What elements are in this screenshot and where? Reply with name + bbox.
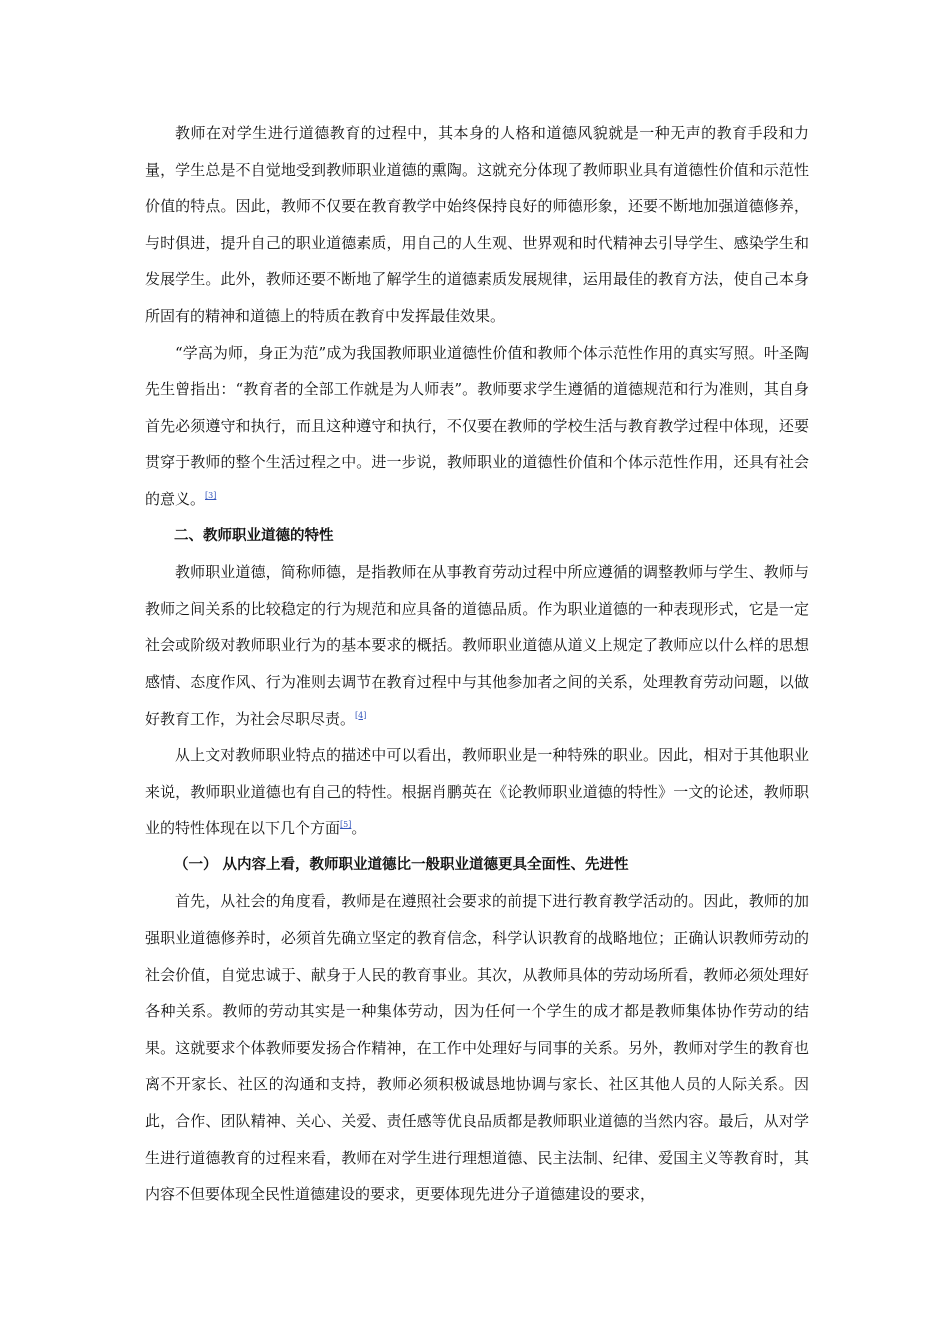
section-heading-2: 二、教师职业道德的特性: [174, 527, 334, 544]
paragraph-2: [145, 335, 809, 518]
paragraph-4-text: 从上文对教师职业特点的描述中可以看出，教师职业是一种特殊的职业。因此，相对于其他职业来说，教师职业道德也有自己的特性。根据肖鹏英在《论教师职业道德的特性》一文的论述，教师职业的特性体现在以下几个方面: [145, 746, 809, 838]
paragraph-3: [145, 554, 809, 737]
paragraph-4-end: 。: [351, 819, 367, 838]
citation-link-4[interactable]: [4]: [355, 710, 367, 720]
paragraph-5: 首先，从社会的角度看，教师是在遵照社会要求的前提下进行教育教学活动的。因此，教师的加强职业道德修养时，必须首先确立坚定的教育信念，科学认识教育的战略地位；正确认识教师劳动的社会价值，自觉忠诚于、献身于人民的教育事业。其次，从教师具体的劳动场所看，教师必须处理好各种关系。教师的劳动其实是一种集体劳动，因为任何一个学生的成才都是教师集体协作劳动的结果。这就要求个体教师要发扬合作精神，在工作中处理好与同事的关系。另外，教师对学生的教育也离不开家长、社区的沟通和支持，教师必须积极诚恳地协调与家长、社区其他人员的人际关系。因此，合作、团队精神、关心、关爱、责任感等优良品质都是教师职业道德的当然内容。最后，从对学生进行道德教育的过程来看，教师在对学生进行理想道德、民主法制、纪律、爱国主义等教育时，其内容不但要体现全民性道德建设的要求，更要体现先进分子道德建设的要求，: [145, 892, 809, 1204]
paragraph-2-text: “学高为师，身正为范”成为我国教师职业道德性价值和教师个体示范性作用的真实写照。叶圣陶先生曾指出：“教育者的全部工作就是为人师表”。教师要求学生遵循的道德规范和行为准则，其自身首先必须遵守和执行，而且这种遵守和执行，不仅要在教师的学校生活与教育教学过程中体现，还要贯穿于教师的整个生活过程之中。进一步说，教师职业的道德性价值和个体示范性作用，还具有社会的意义。: [145, 343, 809, 508]
subsection-heading-1: （一） 从内容上看，教师职业道德比一般职业道德更具全面性、先进性: [174, 856, 629, 873]
paragraph-3-text: 教师职业道德，简称师德，是指教师在从事教育劳动过程中所应遵循的调整教师与学生、教师与教师之间关系的比较稳定的行为规范和应具备的道德品质。作为职业道德的一种表现形式，它是一定社会或阶级对教师职业行为的基本要求的概括。教师职业道德从道义上规定了教师应以什么样的思想感情、态度作风、行为准则去调节在教育过程中与其他参加者之间的关系，处理教育劳动问题，以做好教育工作，为社会尽职尽责。: [145, 563, 809, 728]
document-page: [145, 115, 809, 1213]
paragraph-1: 教师在对学生进行道德教育的过程中，其本身的人格和道德风貌就是一种无声的教育手段和力量，学生总是不自觉地受到教师职业道德的熏陶。这就充分体现了教师职业具有道德性价值和示范性价值的特点。因此，教师不仅要在教育教学中始终保持良好的师德形象，还要不断地加强道德修养，与时俱进，提升自己的职业道德素质，用自己的人生观、世界观和时代精神去引导学生、感染学生和发展学生。此外，教师还要不断地了解学生的道德素质发展规律，运用最佳的教育方法，使自己本身所固有的精神和道德上的特质在教育中发挥最佳效果。: [145, 124, 809, 325]
citation-link-5[interactable]: [5]: [340, 820, 352, 830]
citation-link-3[interactable]: [3]: [205, 490, 217, 500]
paragraph-4: [145, 737, 809, 847]
